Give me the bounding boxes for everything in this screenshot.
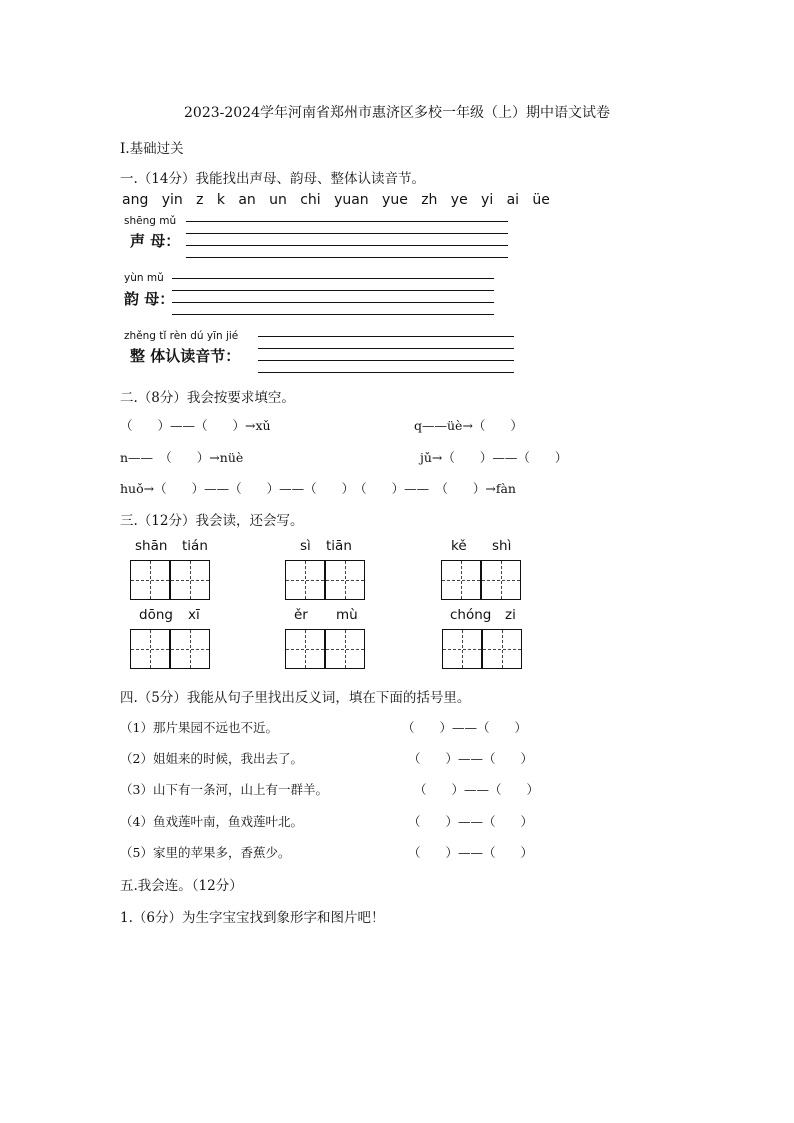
letter: ye: [450, 192, 468, 208]
pinyin-label: dōng: [139, 607, 173, 623]
writing-grid-cell[interactable]: [285, 560, 325, 600]
answer-line[interactable]: [172, 290, 494, 291]
q2-row-3[interactable]: huǒ→（ ）——（ ）——（ ） （ ）—— （ ）→fàn: [120, 481, 516, 496]
q4-heading: 四.（5分）我能从句子里找出反义词，填在下面的括号里。: [120, 690, 471, 706]
q2-row-1-right[interactable]: q——üè→（ ）: [414, 418, 523, 433]
writing-grid-cell[interactable]: [482, 629, 522, 669]
q4-item-3: （3）山下有一条河，山上有一群羊。: [120, 782, 328, 797]
answer-line[interactable]: [258, 360, 514, 361]
pinyin-label: zi: [505, 607, 516, 623]
writing-grid-cell[interactable]: [442, 629, 482, 669]
pinyin-label: ěr: [294, 607, 308, 623]
pinyin-label: xī: [188, 607, 200, 623]
letter: k: [216, 192, 225, 208]
letter: chi: [300, 192, 321, 208]
letter: z: [196, 192, 204, 208]
q1-heading: 一.（14分）我能找出声母、韵母、整体认读音节。: [120, 171, 425, 187]
answer-line[interactable]: [172, 302, 494, 303]
yunmu-pinyin: yùn mǔ: [124, 272, 164, 284]
pinyin-label: tiān: [326, 538, 352, 554]
q3-heading: 三.（12分）我会读，还会写。: [120, 513, 304, 529]
answer-line[interactable]: [186, 245, 508, 246]
q4-answer-4[interactable]: （ ）——（ ）: [408, 814, 534, 829]
pinyin-label: kě: [451, 538, 467, 554]
answer-line[interactable]: [172, 278, 494, 279]
q2-row-1-left[interactable]: （ ）——（ ）→xǔ: [120, 418, 271, 433]
writing-grid-cell[interactable]: [130, 629, 170, 669]
letter: ang: [122, 192, 149, 208]
q2-heading: 二.（8分）我会按要求填空。: [120, 390, 295, 406]
q4-item-1: （1）那片果园不远也不近。: [120, 720, 278, 735]
q2-row-2-left[interactable]: n—— （ ）→nüè: [120, 450, 244, 465]
answer-line[interactable]: [172, 314, 494, 315]
q4-item-2: （2）姐姐来的时候，我出去了。: [120, 751, 303, 766]
letter: an: [238, 192, 256, 208]
letter: un: [269, 192, 287, 208]
q5-heading: 五.我会连。（12分）: [120, 878, 243, 894]
pinyin-label: mù: [336, 607, 358, 623]
answer-line[interactable]: [258, 336, 514, 337]
letter: üe: [532, 192, 550, 208]
letter: yin: [161, 192, 183, 208]
answer-line[interactable]: [186, 257, 508, 258]
q5-subquestion-1: 1.（6分）为生字宝宝找到象形字和图片吧！: [120, 910, 385, 926]
page-title: 2023-2024学年河南省郑州市惠济区多校一年级（上）期中语文试卷: [184, 105, 610, 121]
writing-grid-cell[interactable]: [130, 560, 170, 600]
writing-grid-cell[interactable]: [170, 629, 210, 669]
letter: ai: [506, 192, 520, 208]
q4-item-4: （4）鱼戏莲叶南，鱼戏莲叶北。: [120, 814, 303, 829]
letter: yuan: [334, 192, 369, 208]
q2-row-2-right[interactable]: jǔ→（ ）——（ ）: [420, 450, 568, 465]
letter: yi: [481, 192, 494, 208]
shengmu-pinyin: shēng mǔ: [124, 215, 177, 227]
pinyin-label: shān: [135, 538, 168, 554]
writing-grid-cell[interactable]: [481, 560, 521, 600]
writing-grid-cell[interactable]: [285, 629, 325, 669]
zhengti-pinyin: zhěng tǐ rèn dú yīn jié: [124, 330, 239, 342]
q4-answer-5[interactable]: （ ）——（ ）: [408, 845, 534, 860]
part-heading: I.基础过关: [120, 141, 184, 157]
pinyin-label: shì: [492, 538, 512, 554]
yunmu-label: 韵 母：: [124, 290, 175, 308]
q4-answer-3[interactable]: （ ）——（ ）: [414, 782, 540, 797]
writing-grid-cell[interactable]: [170, 560, 210, 600]
answer-line[interactable]: [186, 221, 508, 222]
pinyin-label: sì: [300, 538, 311, 554]
answer-line[interactable]: [186, 233, 508, 234]
zhengti-label: 整 体认读音节：: [130, 347, 241, 365]
answer-line[interactable]: [258, 348, 514, 349]
shengmu-label: 声 母：: [130, 232, 181, 250]
writing-grid-cell[interactable]: [325, 560, 365, 600]
answer-line[interactable]: [258, 372, 514, 373]
q4-item-5: （5）家里的苹果多，香蕉少。: [120, 845, 291, 860]
q1-letter-row: [122, 192, 550, 208]
pinyin-label: tián: [182, 538, 208, 554]
letter: zh: [421, 192, 438, 208]
writing-grid-cell[interactable]: [325, 629, 365, 669]
q4-answer-1[interactable]: （ ）——（ ）: [402, 720, 528, 735]
q4-answer-2[interactable]: （ ）——（ ）: [408, 751, 534, 766]
writing-grid-cell[interactable]: [441, 560, 481, 600]
letter: yue: [382, 192, 408, 208]
pinyin-label: chóng: [450, 607, 492, 623]
